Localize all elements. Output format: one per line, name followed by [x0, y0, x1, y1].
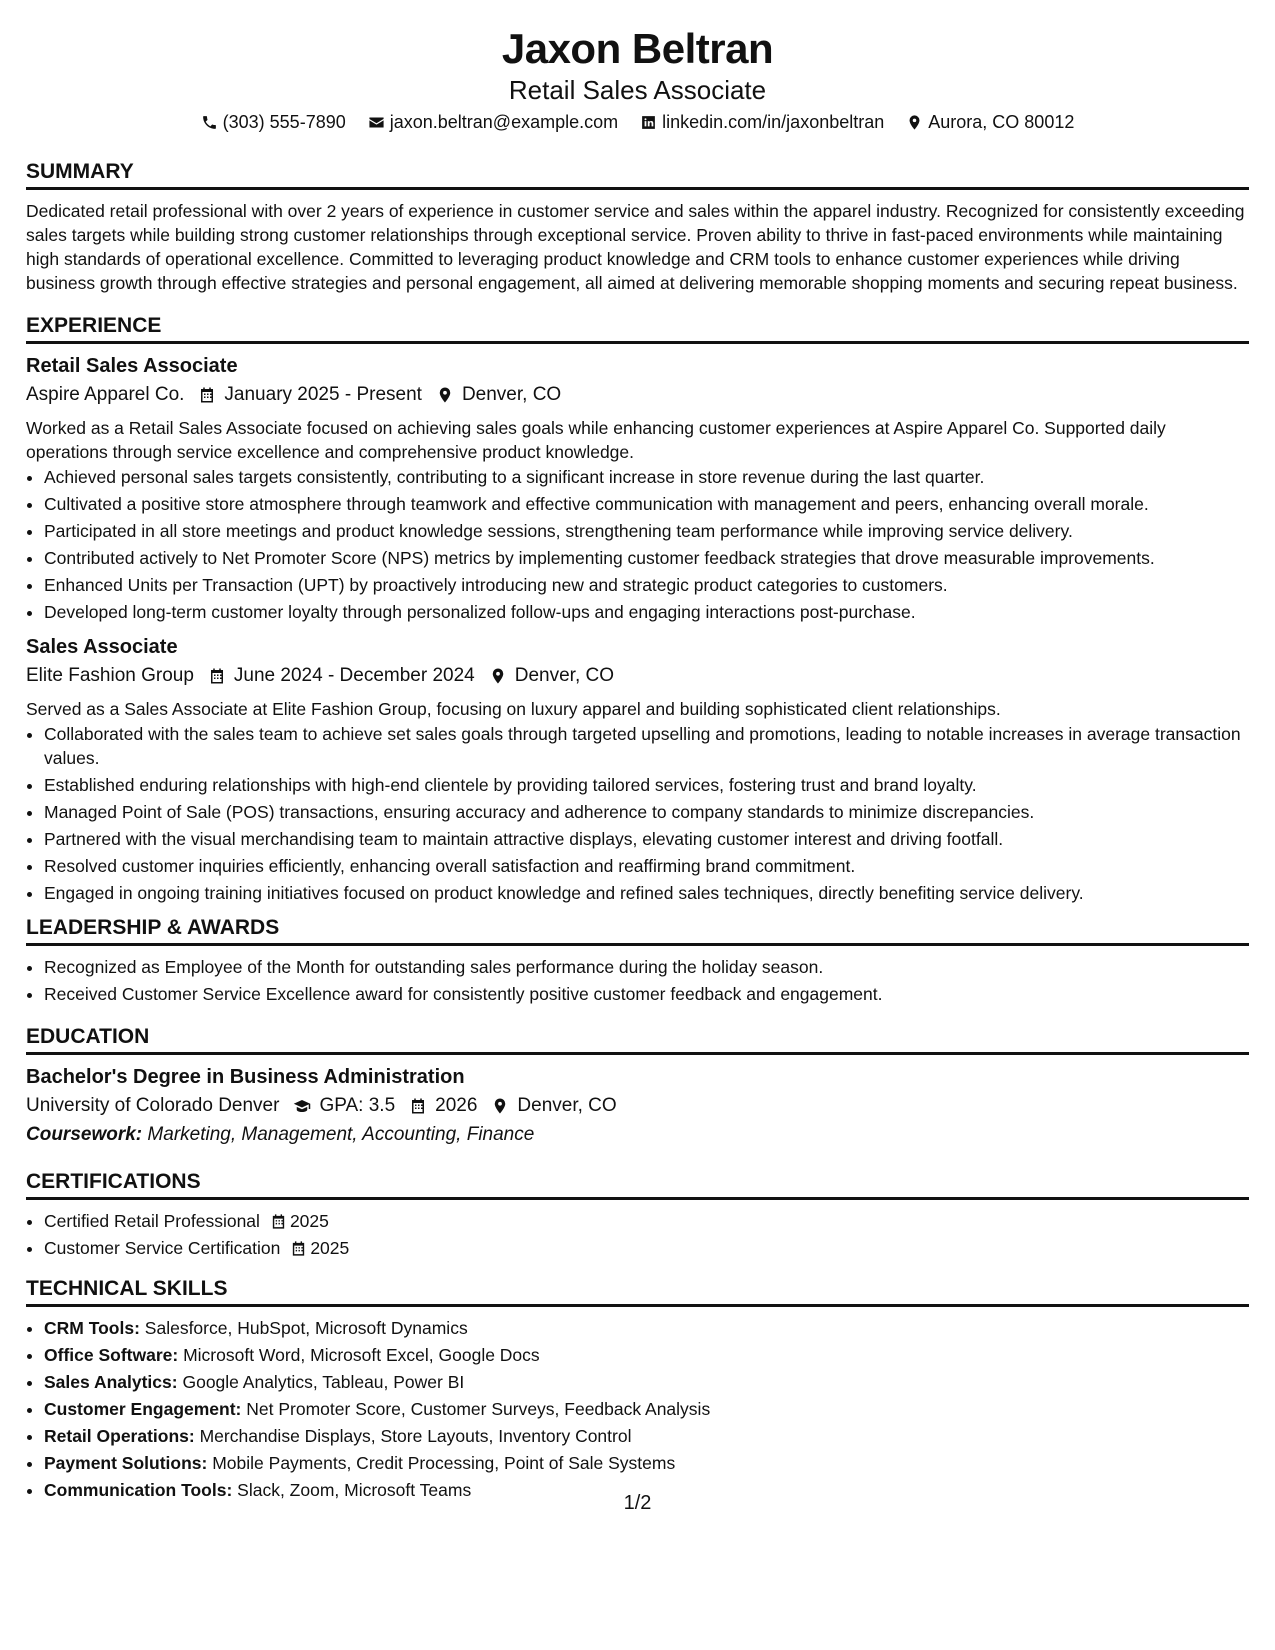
skill-value: Microsoft Word, Microsoft Excel, Google Docs: [183, 1345, 540, 1365]
linkedin-text: linkedin.com/in/jaxonbeltran: [662, 112, 885, 132]
job-title: Sales Associate: [26, 636, 178, 658]
experience-heading: EXPERIENCE: [26, 313, 1249, 344]
skills-section: [26, 1276, 1249, 1502]
list-item: • Established enduring relationships with high-end clientele by providing tailored services, fostering trust and brand loyalty.: [44, 773, 1249, 797]
job-company: Elite Fashion Group: [26, 665, 194, 686]
summary-heading: SUMMARY: [26, 159, 1249, 190]
envelope-icon: [368, 114, 385, 131]
page-number: 1/2: [623, 1492, 652, 1514]
skill-label: CRM Tools:: [44, 1318, 140, 1338]
skill-value: Merchandise Displays, Store Layouts, Inventory Control: [199, 1426, 632, 1446]
education-meta: [26, 1091, 1249, 1121]
linkedin-icon: [640, 114, 657, 131]
coursework: [26, 1121, 1249, 1149]
leadership-heading: LEADERSHIP & AWARDS: [26, 915, 1249, 946]
skill-value: Salesforce, HubSpot, Microsoft Dynamics: [144, 1318, 468, 1338]
degree-title: Bachelor's Degree in Business Administration: [26, 1066, 465, 1088]
contact-location: [906, 112, 1074, 133]
job-dates-text: June 2024 - December 2024: [233, 665, 475, 686]
job-meta: [26, 380, 1249, 410]
cert-name: • Certified Retail Professional: [44, 1211, 260, 1231]
leadership-list: [26, 955, 1249, 1006]
job-entry: [26, 634, 1249, 905]
list-item: • Partnered with the visual merchandising team to maintain attractive displays, elevating customer interest and driving footfall.: [44, 827, 1249, 851]
job-location-text: Denver, CO: [461, 384, 562, 405]
job-dates: [208, 661, 475, 691]
certifications-heading: CERTIFICATIONS: [26, 1169, 1249, 1200]
job-location-text: Denver, CO: [514, 665, 615, 686]
coursework-label: Coursework:: [26, 1124, 143, 1145]
skill-label: Customer Engagement:: [44, 1399, 242, 1419]
calendar-icon: [290, 1240, 307, 1257]
skill-value: Net Promoter Score, Customer Surveys, Feedback Analysis: [246, 1399, 711, 1419]
job-location: [436, 380, 561, 410]
education-location-text: Denver, CO: [517, 1095, 617, 1116]
map-pin-icon: [436, 386, 454, 404]
list-item: [44, 1370, 1249, 1394]
contact-email[interactable]: [368, 112, 618, 133]
job-description: Worked as a Retail Sales Associate focused on achieving sales goals while enhancing customer experiences at Aspire Apparel Co. Supported daily operations through service excellence and comprehensive product knowledge.: [26, 418, 1166, 462]
email-text: jaxon.beltran@example.com: [389, 112, 619, 132]
list-item: • Collaborated with the sales team to achieve set sales goals through targeted upselling and promotions, leading to notable increases in average transaction values.: [44, 722, 1249, 770]
leadership-section: [26, 915, 1249, 1006]
list-item: • Received Customer Service Excellence award for consistently positive customer feedback and engagement.: [44, 982, 1249, 1006]
calendar-icon: [409, 1097, 427, 1115]
candidate-title: Retail Sales Associate: [508, 75, 767, 105]
calendar-icon: [198, 386, 216, 404]
calendar-icon: [270, 1213, 287, 1230]
map-pin-icon: [906, 114, 923, 131]
job-bullets: [26, 465, 1249, 624]
list-item: [44, 1424, 1249, 1448]
job-title: Retail Sales Associate: [26, 355, 238, 377]
list-item: • Contributed actively to Net Promoter Score (NPS) metrics by implementing customer feedback strategies that drove measurable improvements.: [44, 546, 1249, 570]
phone-text: (303) 555-7890: [222, 112, 346, 132]
skill-label: Office Software:: [44, 1345, 179, 1365]
gpa-text: GPA: 3.5: [319, 1095, 396, 1116]
list-item: [44, 1343, 1249, 1367]
education-heading: EDUCATION: [26, 1024, 1249, 1055]
cert-name: • Customer Service Certification: [44, 1238, 281, 1258]
certifications-section: [26, 1169, 1249, 1260]
education-location: [491, 1091, 616, 1121]
skill-label: Retail Operations:: [44, 1426, 195, 1446]
job-dates-text: January 2025 - Present: [224, 384, 422, 405]
experience-section: [26, 313, 1249, 905]
skill-label: Sales Analytics:: [44, 1372, 178, 1392]
list-item: • Engaged in ongoing training initiatives focused on product knowledge and refined sales techniques, directly benefiting service delivery.: [44, 881, 1249, 905]
coursework-text: Marketing, Management, Accounting, Finance: [147, 1124, 535, 1145]
list-item: [44, 1397, 1249, 1421]
job-dates: [198, 380, 422, 410]
map-pin-icon: [491, 1097, 509, 1115]
list-item: [44, 1316, 1249, 1340]
cert-year: [290, 1236, 349, 1260]
location-text: Aurora, CO 80012: [928, 112, 1075, 132]
job-entry: [26, 353, 1249, 624]
job-bullets: [26, 722, 1249, 905]
list-item: • Enhanced Units per Transaction (UPT) by proactively introducing new and strategic product categories to customers.: [44, 573, 1249, 597]
job-location: [489, 661, 614, 691]
skill-value: Slack, Zoom, Microsoft Teams: [237, 1480, 472, 1500]
skills-list: [26, 1316, 1249, 1502]
cert-year-text: 2025: [289, 1211, 329, 1231]
candidate-name: Jaxon Beltran: [501, 25, 774, 72]
education-year: [409, 1091, 477, 1121]
list-item: • Cultivated a positive store atmosphere through teamwork and effective communication with management and peers, enhancing overall morale.: [44, 492, 1249, 516]
summary-text: Dedicated retail professional with over 2 years of experience in customer service and sales within the apparel industry. Recognized for consistently exceeding sales targets while building strong customer relationships through exceptional service. Proven ability to thrive in fast-paced environments while maintaining high standards of operational excellence. Committed to leveraging product knowledge and CRM tools to enhance customer experiences while driving business growth through effective strategies and personal engagement, all aimed at delivering memorable shopping moments and securing repeat business.: [26, 201, 1245, 293]
job-meta: [26, 661, 1249, 691]
certifications-list: [26, 1209, 1249, 1260]
skill-value: Mobile Payments, Credit Processing, Point of Sale Systems: [212, 1453, 676, 1473]
resume-header: [26, 0, 1249, 133]
skill-value: Google Analytics, Tableau, Power BI: [182, 1372, 465, 1392]
skill-label: Payment Solutions:: [44, 1453, 208, 1473]
contact-linkedin[interactable]: [640, 112, 884, 133]
list-item: • Resolved customer inquiries efficiently, enhancing overall satisfaction and reaffirming brand commitment.: [44, 854, 1249, 878]
calendar-icon: [208, 667, 226, 685]
skills-heading: TECHNICAL SKILLS: [26, 1276, 1249, 1307]
list-item: [44, 1451, 1249, 1475]
list-item: • Participated in all store meetings and product knowledge sessions, strengthening team performance while improving service delivery.: [44, 519, 1249, 543]
cert-year-text: 2025: [310, 1238, 350, 1258]
summary-section: [26, 159, 1249, 295]
school-name: University of Colorado Denver: [26, 1095, 280, 1116]
education-section: [26, 1024, 1249, 1149]
gpa: [293, 1091, 395, 1121]
list-item: • Achieved personal sales targets consistently, contributing to a significant increase in store revenue during the last quarter.: [44, 465, 1249, 489]
skill-label: Communication Tools:: [44, 1480, 233, 1500]
list-item: [44, 1209, 1249, 1233]
list-item: • Managed Point of Sale (POS) transactions, ensuring accuracy and adherence to company standards to minimize discrepancies.: [44, 800, 1249, 824]
list-item: • Recognized as Employee of the Month for outstanding sales performance during the holiday season.: [44, 955, 1249, 979]
list-item: • Developed long-term customer loyalty through personalized follow-ups and engaging interactions post-purchase.: [44, 600, 1249, 624]
contact-phone[interactable]: [201, 112, 346, 133]
list-item: [44, 1236, 1249, 1260]
cert-year: [270, 1209, 329, 1233]
job-description: Served as a Sales Associate at Elite Fashion Group, focusing on luxury apparel and building sophisticated client relationships.: [26, 699, 1001, 719]
map-pin-icon: [489, 667, 507, 685]
graduation-cap-icon: [293, 1097, 311, 1115]
education-year-text: 2026: [435, 1095, 478, 1116]
job-company: Aspire Apparel Co.: [26, 384, 185, 405]
contact-row: [26, 112, 1249, 133]
phone-icon: [201, 114, 218, 131]
